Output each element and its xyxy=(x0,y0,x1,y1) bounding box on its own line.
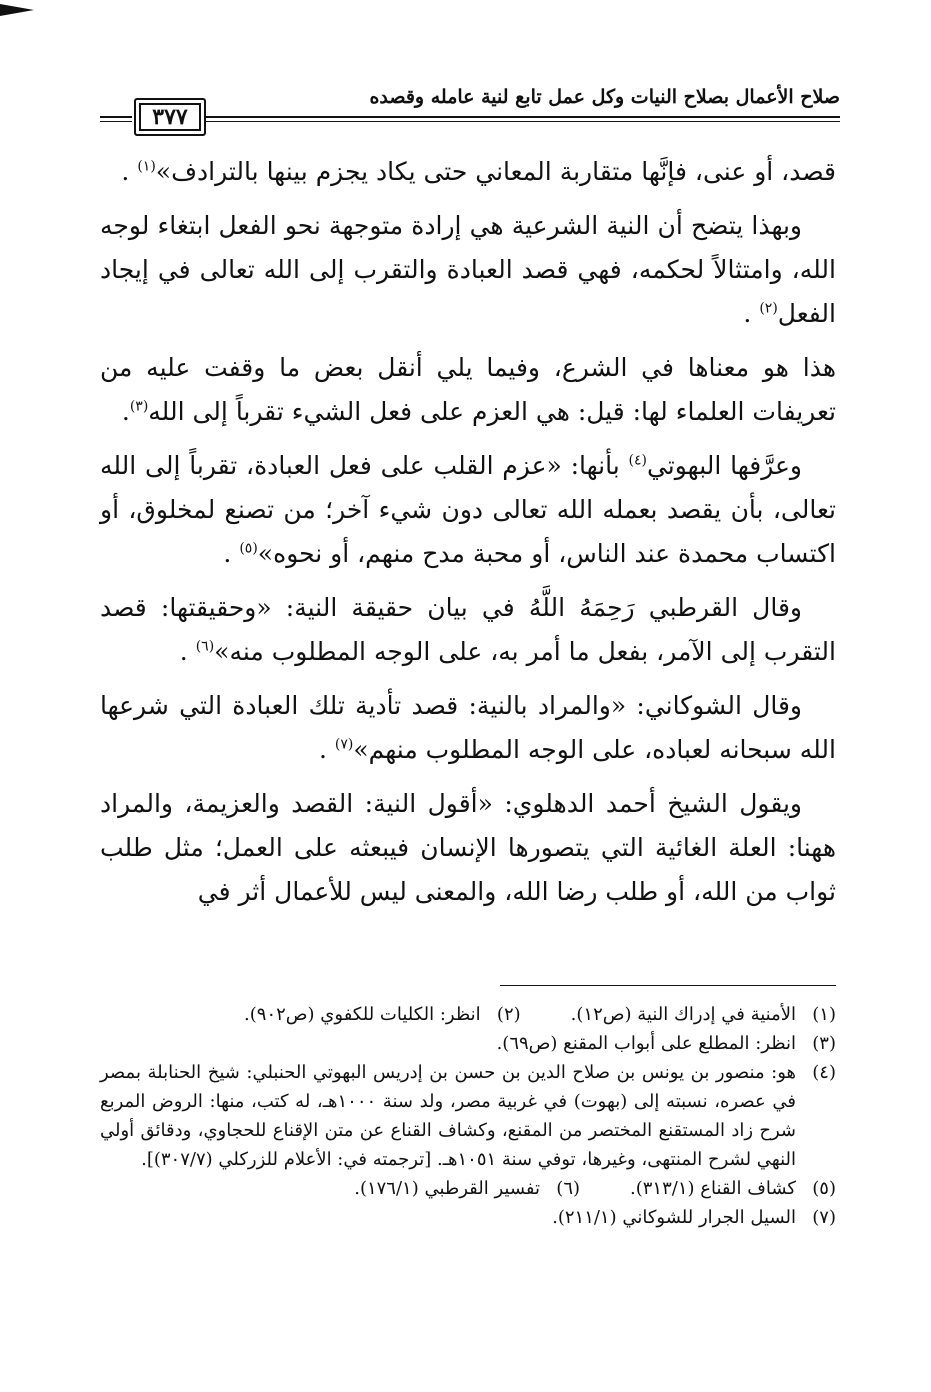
footnote-text: هو: منصور بن يونس بن صلاح الدين بن حسن بن إدريس البهوتي الحنبلي: شيخ الحنابلة بمصر في عصره، نسبته إلى (بهوت) في غربية مصر، ولد سنة ١٠٠٠هـ، له كتب، منها: الروض المربع شرح زاد المستقنع المختصر من المقنع، وكشاف القناع عن متن الإقناع للحجاوي، ودقائق أولي النهي لشرح المنتهى، وغيرها، توفي سنة ١٠٥١هـ. [ترجمته في: الأعلام للزركلي (٣٠٧/٧)]. xyxy=(100,1062,796,1170)
footnote-number: (١) xyxy=(812,1004,836,1025)
running-title: صلاح الأعمال بصلاح النيات وكل عمل تابع لنية عامله وقصده xyxy=(369,86,840,108)
footnote-text: تفسير القرطبي (١٧٦/١). xyxy=(354,1178,541,1199)
page-number: ٣٧٧ xyxy=(134,98,206,136)
main-text xyxy=(100,150,836,924)
footnote-row xyxy=(100,1058,836,1174)
paragraph-7: ويقول الشيخ أحمد الدهلوي: «أقول النية: القصد والعزيمة، والمراد ههنا: العلة الغائية التي يتصورها الإنسان فيبعثه على العمل؛ مثل طلب ثواب من الله، أو طلب رضا الله، والمعنى ليس للأعمال أثر في xyxy=(100,789,836,906)
footnote-row xyxy=(100,1029,836,1058)
paragraph-3: هذا هو معناها في الشرع، وفيما يلي أنقل بعض ما وقفت عليه من تعريفات العلماء لها: قيل: هي العزم على فعل الشيء تقرباً إلى الله$^{(٣)}$. xyxy=(100,353,836,426)
footnote-text: انظر: المطلع على أبواب المقنع (ص٦٩). xyxy=(496,1033,796,1054)
header-rule-left xyxy=(100,116,132,122)
footnote-number: (٤) xyxy=(812,1062,836,1083)
footnote-row xyxy=(100,1000,836,1029)
footnote-text: انظر: الكليات للكفوي (ص٩٠٢). xyxy=(244,1004,481,1025)
page-header xyxy=(100,86,840,134)
paragraph-4: وعرَّفها البهوتي$^{(٤)}$ بأنها: «عزم القلب على فعل العبادة، تقرباً إلى الله تعالى، بأن يقصد بعمله الله تعالى دون شيء آخر؛ من تصنع لمخلوق، أو اكتساب محمدة عند الناس، أو محبة مدح منهم، أو نحوه»$^{(٥)}$ . xyxy=(100,451,836,568)
footnote-ref[interactable]: (٥) xyxy=(239,540,258,557)
corner-mark xyxy=(0,4,34,16)
footnote-ref[interactable]: (٤) xyxy=(628,452,647,469)
paragraph-6: وقال الشوكاني: «والمراد بالنية: قصد تأدية تلك العبادة التي شرعها الله سبحانه لعباده، على الوجه المطلوب منهم»$^{(٧)}$ . xyxy=(100,691,836,764)
footnote-separator xyxy=(500,985,836,986)
footnote-number: (٥) xyxy=(812,1178,836,1199)
footnote-ref[interactable]: (١) xyxy=(137,158,156,175)
footnote-ref[interactable]: (٦) xyxy=(195,638,215,655)
footnote-ref[interactable]: (٧) xyxy=(334,736,354,753)
footnotes xyxy=(100,1000,836,1232)
footnote-ref[interactable]: (٢) xyxy=(759,300,778,317)
paragraph-2: وبهذا يتضح أن النية الشرعية هي إرادة متوجهة نحو الفعل ابتغاء لوجه الله، وامتثالاً لحكمه، فهي قصد العبادة والتقرب إلى الله تعالى في إيجاد الفعل$^{(٢)}$ . xyxy=(100,211,836,328)
footnote-number: (٦) xyxy=(556,1178,581,1199)
paragraph-5: وقال القرطبي رَحِمَهُ اللَّهُ في بيان حقيقة النية: «وحقيقتها: قصد التقرب إلى الآمر، بفعل ما أمر به، على الوجه المطلوب منه»$^{(٦)}$ . xyxy=(100,593,836,666)
header-rule xyxy=(200,116,840,122)
footnote-row xyxy=(100,1203,836,1232)
footnote-ref[interactable]: (٣) xyxy=(129,398,149,415)
footnote-text: الأمنية في إدراك النية (ص١٢). xyxy=(570,1004,796,1025)
footnote-number: (٢) xyxy=(496,1004,521,1025)
footnote-text: كشاف القناع (٣١٣/١). xyxy=(630,1178,796,1199)
footnote-text: السيل الجرار للشوكاني (٢١١/١). xyxy=(552,1207,796,1228)
footnote-number: (٣) xyxy=(812,1033,836,1054)
paragraph-1: قصد، أو عنى، فإنَّها متقاربة المعاني حتى يكاد يجزم بينها بالترادف»$^{(١)}$ . xyxy=(121,157,836,186)
footnote-row xyxy=(100,1174,836,1203)
footnote-number: (٧) xyxy=(812,1207,836,1228)
